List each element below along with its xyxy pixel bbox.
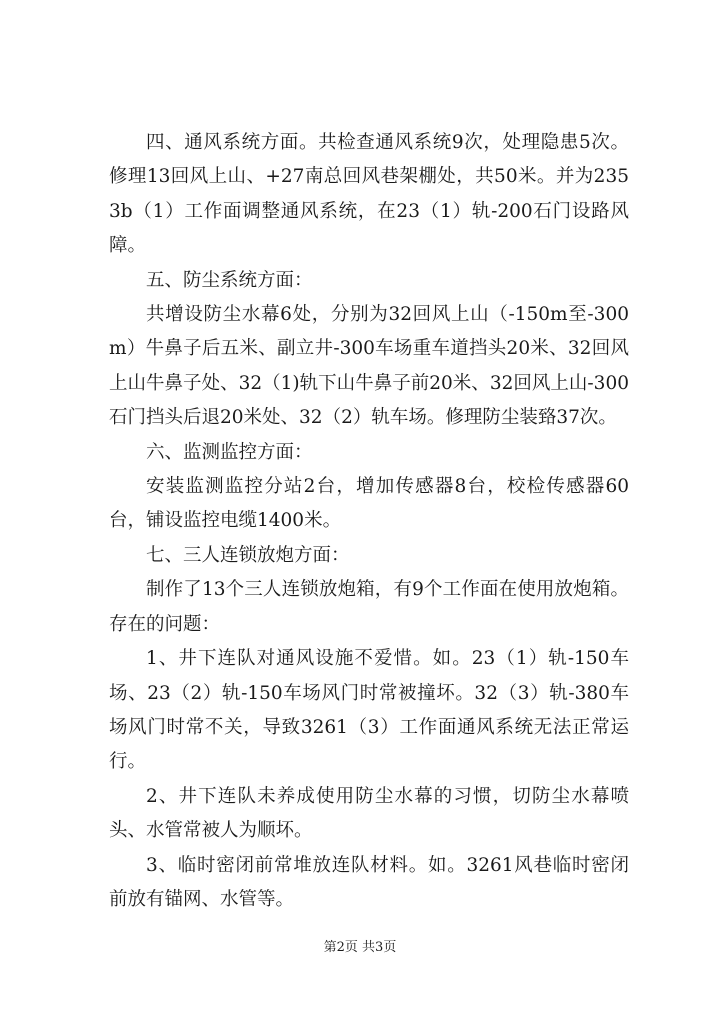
document-body [109,126,629,917]
heading-dust-prevention: 五、防尘系统方面： [146,269,313,291]
paragraph-blasting: 制作了13个三人连锁放炮箱，有9个工作面在使用放炮箱。存在的问题： [109,579,629,635]
page-footer: 第2页 共3页 [323,940,397,955]
heading-blasting: 七、三人连锁放炮方面： [146,544,350,566]
issue-item-3: 3、临时密闭前常堆放连队材料。如。3261风巷临时密闭前放有锚网、水管等。 [109,854,629,910]
issue-item-2: 2、井下连队未养成使用防尘水幕的习惯，切防尘水幕喷头、水管常被人为顺坏。 [109,785,629,842]
paragraph-dust-prevention: 共增设防尘水幕6处，分别为32回风上山（-150m至-300m）牛鼻子后五米、副立井-300车场重车道挡头20米、32回风上山牛鼻子处、32（1)轨下山牛鼻子前20米、32回风上山-300石门挡头后退20米处、32（2）轨车场。修理防尘装臵37次。 [109,304,629,429]
paragraph-monitoring: 安装监测监控分站2台，增加传感器8台，校检传感器60台，铺设监控电缆1400米。 [109,476,629,532]
issue-item-1: 1、井下连队对通风设施不爱惜。如。23（1）轨-150车场、23（2）轨-150车场风门时常被撞坏。32（3）轨-380车场风门时常不关，导致3261（3）工作面通风系统无法正常运行。 [109,648,629,773]
heading-monitoring: 六、监测监控方面： [146,441,313,463]
paragraph-ventilation: 四、通风系统方面。共检查通风系统9次，处理隐患5次。修理13回风上山、+27南总回风巷架棚处，共50米。并为2353b（1）工作面调整通风系统，在23（1）轨-200石门设路风障。 [109,132,629,257]
